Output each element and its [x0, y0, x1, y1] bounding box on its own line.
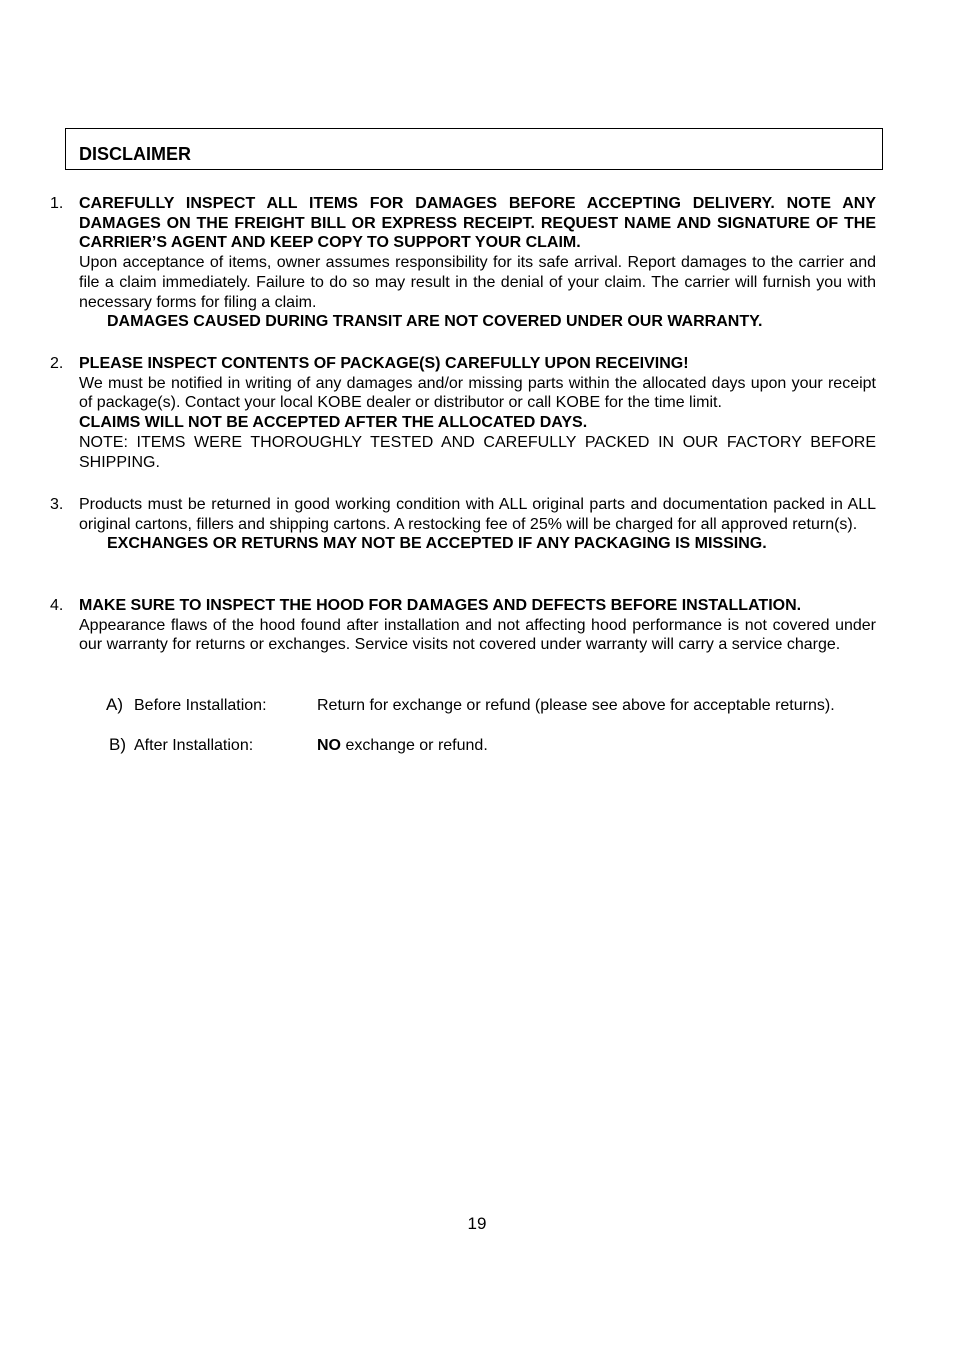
item-note: DAMAGES CAUSED DURING TRANSIT ARE NOT COVERED UNDER OUR WARRANTY. — [107, 313, 763, 331]
item-heading: MAKE SURE TO INSPECT THE HOOD FOR DAMAGES AND DEFECTS BEFORE INSTALLATION. — [79, 597, 802, 614]
item-text: Appearance flaws of the hood found after installation and not affecting hood performance is not covered under our warranty for returns or exchanges. Service visits not covered under warranty will carry a service charge. — [79, 616, 876, 654]
page-number: 19 — [467, 1214, 487, 1233]
option-b-value — [317, 736, 488, 756]
item-number: 3. — [50, 496, 64, 513]
item-note: NOTE: ITEMS WERE THOROUGHLY TESTED AND CAREFULLY PACKED IN OUR FACTORY BEFORE SHIPPING. — [79, 433, 876, 471]
item-text: We must be notified in writing of any damages and/or missing parts within the allocated days upon your receipt of package(s). Contact your local KOBE dealer or distributor or call KOBE for the time limit. — [79, 374, 876, 412]
option-b-label: After Installation: — [134, 737, 254, 754]
item-note: EXCHANGES OR RETURNS MAY NOT BE ACCEPTED IF ANY PACKAGING IS MISSING. — [107, 535, 767, 553]
disclaimer-header-box — [65, 128, 883, 170]
option-value-text: Return for exchange or refund (please see above for acceptable returns). — [317, 697, 835, 714]
disclaimer-item-1 — [50, 194, 876, 332]
item-text: Upon acceptance of items, owner assumes responsibility for its safe arrival. Report damages to the carrier and file a claim immediately. Failure to do so may result in the denial of your claim. The carrier will furnish you with necessary forms for filing a claim. — [79, 254, 876, 311]
item-warning: CLAIMS WILL NOT BE ACCEPTED AFTER THE ALLOCATED DAYS. — [79, 414, 588, 432]
item-number: 1. — [50, 195, 64, 212]
item-heading: CAREFULLY INSPECT ALL ITEMS FOR DAMAGES BEFORE ACCEPTING DELIVERY. NOTE ANY DAMAGES ON THE FREIGHT BILL OR EXPRESS RECEIPT. REQUEST NAME AND SIGNATURE OF THE CARRIER’S AGENT AND KEEP COPY TO SUPPORT YOUR CLAIM. — [79, 195, 876, 252]
page-title: DISCLAIMER — [79, 144, 191, 164]
option-a-label: Before Installation: — [134, 697, 267, 714]
option-letter: A) — [106, 695, 123, 714]
option-letter: B) — [109, 735, 126, 754]
option-b-letter — [109, 735, 126, 756]
item-number: 4. — [50, 597, 64, 614]
option-value-emphasis: NO — [317, 737, 341, 754]
item-number: 2. — [50, 355, 64, 372]
option-a-letter — [106, 695, 123, 716]
disclaimer-item-3 — [50, 495, 876, 554]
disclaimer-item-2 — [50, 354, 876, 472]
item-text: Products must be returned in good working condition with ALL original parts and documentation packed in ALL original cartons, fillers and shipping cartons. A restocking fee of 25% will be charged for all approved return(s). — [79, 496, 876, 533]
item-heading: PLEASE INSPECT CONTENTS OF PACKAGE(S) CAREFULLY UPON RECEIVING! — [79, 355, 689, 372]
disclaimer-item-4 — [50, 596, 876, 655]
option-a-value — [317, 696, 835, 716]
option-value-text: exchange or refund. — [341, 737, 488, 754]
